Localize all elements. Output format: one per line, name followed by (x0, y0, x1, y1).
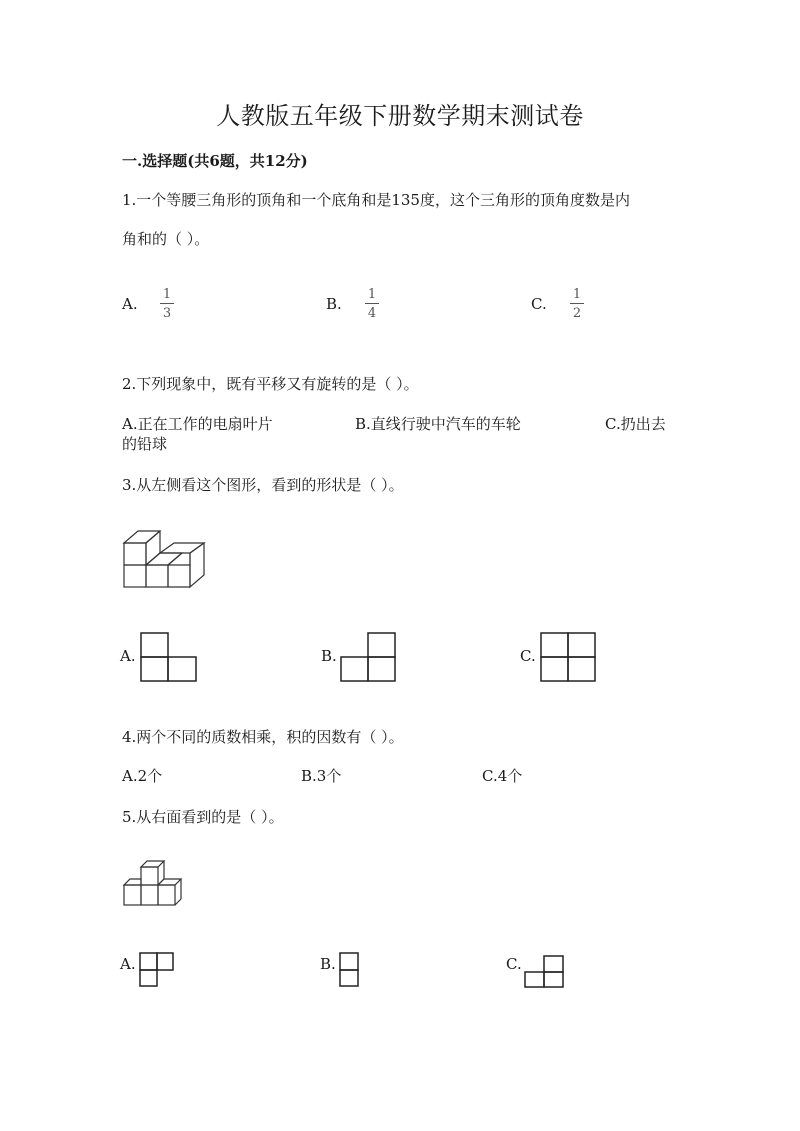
q5-option-b-label[interactable]: B. (320, 955, 336, 973)
q1-option-b-label[interactable]: B. (326, 295, 342, 313)
q2-option-a[interactable]: A.正在工作的电扇叶片 (122, 415, 273, 433)
q1-option-a-label[interactable]: A. (122, 295, 138, 313)
q5-option-a-figure[interactable] (139, 952, 175, 988)
q5-option-c-figure[interactable] (524, 955, 566, 989)
q3-cube-figure (120, 525, 210, 590)
question-3-stem: 3.从左侧看这个图形，看到的形状是（ ）。 (122, 476, 404, 494)
q1-option-c-label[interactable]: C. (531, 295, 547, 313)
fraction-bar (160, 303, 174, 304)
question-2-stem: 2.下列现象中，既有平移又有旋转的是（ ）。 (122, 375, 419, 393)
q1-option-c-numerator: 1 (572, 287, 582, 302)
q3-option-a-label[interactable]: A. (120, 647, 136, 665)
q5-cube-figure (120, 857, 190, 909)
q1-option-c-denominator: 2 (572, 306, 582, 321)
q2-option-b[interactable]: B.直线行驶中汽车的车轮 (355, 415, 521, 433)
q1-option-c-fraction[interactable] (570, 287, 584, 321)
q1-option-a-numerator: 1 (162, 287, 172, 302)
q1-option-b-numerator: 1 (367, 287, 377, 302)
q4-option-a[interactable]: A.2个 (122, 767, 163, 785)
q2-option-c[interactable]: C.扔出去 (605, 415, 666, 433)
section-heading: 一.选择题(共6题，共12分) (122, 152, 308, 170)
question-1-stem-line1: 1.一个等腰三角形的顶角和一个底角和是135度，这个三角形的顶角度数是内 (122, 191, 630, 209)
q1-option-b-fraction[interactable] (365, 287, 379, 321)
page-title: 人教版五年级下册数学期末测试卷 (216, 102, 584, 130)
fraction-bar (365, 303, 379, 304)
q1-option-b-denominator: 4 (367, 306, 377, 321)
q5-option-a-label[interactable]: A. (120, 955, 136, 973)
q2-option-c-continued[interactable]: 的铅球 (122, 435, 168, 453)
q1-option-a-denominator: 3 (162, 306, 172, 321)
q4-option-b[interactable]: B.3个 (301, 767, 342, 785)
question-5-stem: 5.从右面看到的是（ ）。 (122, 808, 284, 826)
q3-option-b-label[interactable]: B. (321, 647, 337, 665)
q3-option-c-label[interactable]: C. (520, 647, 536, 665)
fraction-bar (570, 303, 584, 304)
q5-option-c-label[interactable]: C. (506, 955, 522, 973)
q4-option-c[interactable]: C.4个 (482, 767, 523, 785)
question-1-stem-line2: 角和的（ ）。 (122, 230, 210, 248)
q3-option-c-figure[interactable] (540, 632, 600, 682)
q3-option-a-figure[interactable] (140, 632, 200, 682)
q5-option-b-figure[interactable] (339, 952, 361, 988)
q3-option-b-figure[interactable] (340, 632, 400, 682)
question-4-stem: 4.两个不同的质数相乘，积的因数有（ ）。 (122, 728, 404, 746)
q1-option-a-fraction[interactable] (160, 287, 174, 321)
